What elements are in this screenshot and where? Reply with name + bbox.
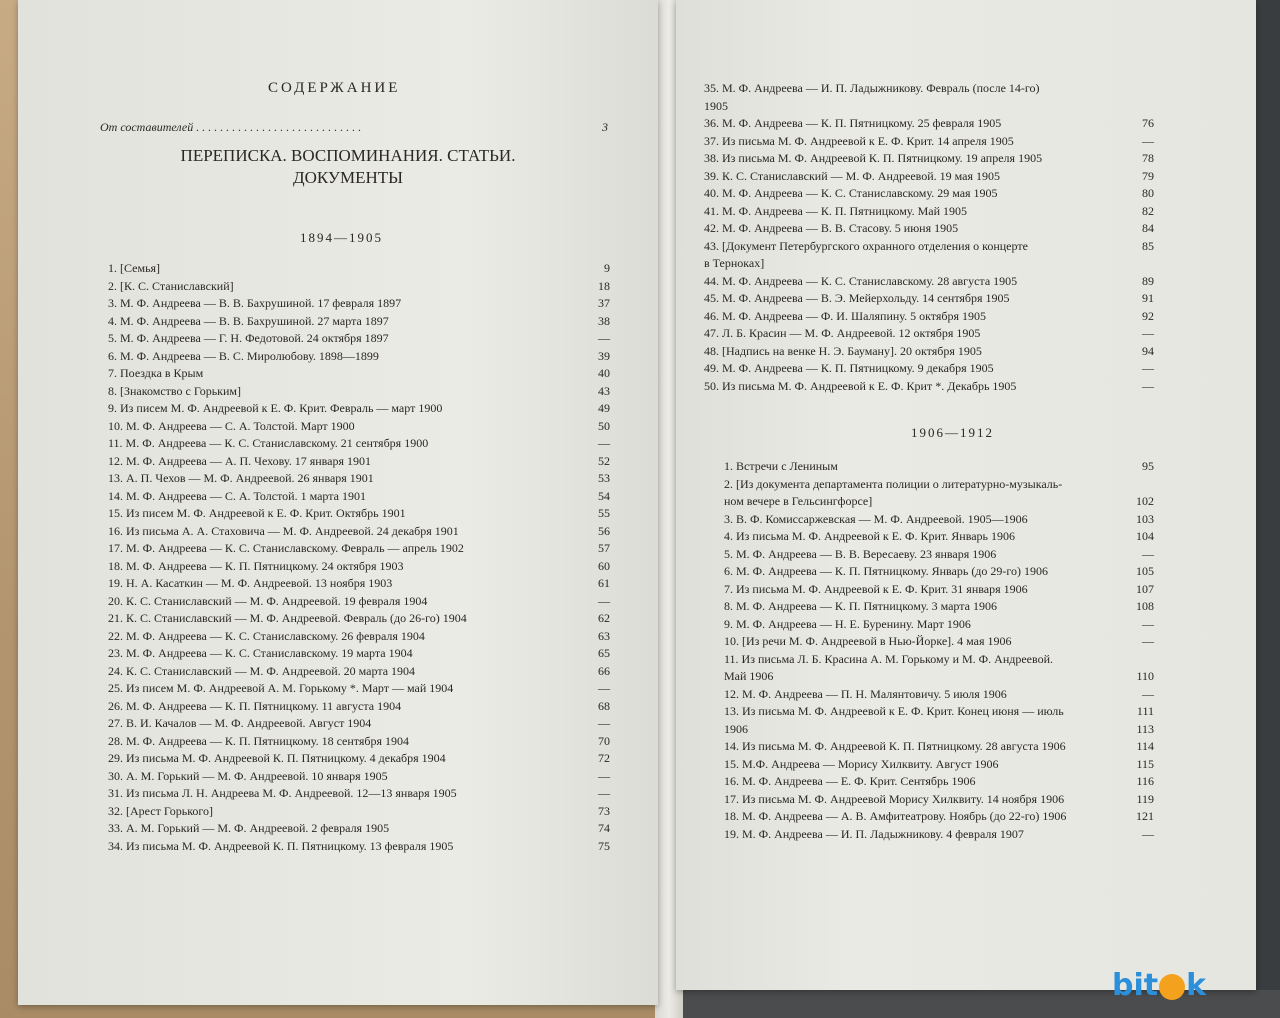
toc-entry (724, 808, 1154, 826)
toc-entry-text: 28. М. Ф. Андреева — К. П. Пятницкому. 18 сентября 1904 (108, 733, 410, 748)
toc-entry (108, 663, 610, 681)
toc-entry-text: 1905 (704, 98, 728, 113)
toc-entry-page: 84 (1142, 221, 1154, 235)
toc-entry-page: 103 (1136, 511, 1154, 526)
preface-label: От составителей . . . . . . . . . . . . . . . . . . . . . . . . . . . . (100, 120, 362, 134)
toc-list-left (108, 260, 610, 855)
toc-entry-text: 7. Поездка в Крым (108, 366, 204, 380)
toc-entry (724, 791, 1154, 809)
toc-entry-text: 43. [Документ Петербургского охранного отделения о концерте (704, 238, 1028, 253)
toc-entry-text: 30. А. М. Горький — М. Ф. Андреевой. 10 января 1905 (108, 768, 388, 783)
toc-entry-page: 53 (598, 471, 610, 485)
toc-entry (108, 610, 610, 628)
toc-entry-page: 60 (598, 558, 610, 573)
toc-entry (724, 563, 1154, 581)
toc-entry (724, 458, 1154, 476)
toc-entry-text: 42. М. Ф. Андреева — В. В. Стасову. 5 июня 1905 (704, 221, 959, 235)
toc-entry-text: 47. Л. Б. Красин — М. Ф. Андреевой. 12 октября 1905 (704, 326, 981, 340)
toc-entry-text: 5. М. Ф. Андреева — Г. Н. Федотовой. 24 октября 1897 (108, 331, 389, 345)
toc-entry-page: 54 (598, 488, 610, 503)
toc-entry-text: 27. В. И. Качалов — М. Ф. Андреевой. Август 1904 (108, 716, 372, 730)
toc-entry (704, 98, 1154, 116)
toc-entry-page: 75 (598, 838, 610, 853)
toc-entry-text: Май 1906 (724, 669, 774, 683)
toc-entry-page: — (1142, 133, 1154, 148)
toc-entry-page: 116 (1136, 774, 1154, 788)
toc-entry-text: 37. Из письма М. Ф. Андреевой к Е. Ф. Крит. 14 апреля 1905 (704, 133, 1014, 148)
toc-entry-page: 56 (598, 523, 610, 538)
toc-entry-text: 17. Из письма М. Ф. Андреевой Морису Хилквиту. 14 ноября 1906 (724, 791, 1065, 806)
toc-entry-text: 20. К. С. Станиславский — М. Ф. Андреевой. 19 февраля 1904 (108, 593, 428, 608)
toc-entry-page: 89 (1142, 273, 1154, 288)
toc-entry-page: 78 (1142, 151, 1154, 165)
toc-entry-text: 12. М. Ф. Андреева — П. Н. Малянтовичу. 5 июля 1906 (724, 686, 1007, 701)
toc-entry-page: 55 (598, 506, 610, 520)
toc-entry-page: 115 (1136, 756, 1154, 771)
preface-page: 3 (602, 120, 608, 134)
toc-entry (724, 616, 1154, 634)
toc-entry-page: — (1142, 326, 1154, 340)
toc-entry-text: в Терноках] (704, 256, 765, 270)
toc-entry-page: — (1142, 361, 1154, 375)
toc-entry (724, 598, 1154, 616)
toc-entry-text: 3. М. Ф. Андреева — В. В. Бахрушиной. 17 февраля 1897 (108, 296, 402, 310)
toc-entry-text: 46. М. Ф. Андреева — Ф. И. Шаляпину. 5 октября 1905 (704, 308, 986, 323)
toc-list-right-bottom (724, 458, 1154, 843)
toc-entry (108, 348, 610, 366)
toc-entry-text: 45. М. Ф. Андреева — В. Э. Мейерхольду. 14 сентября 1905 (704, 291, 1010, 305)
toc-entry-page: 108 (1136, 599, 1154, 613)
toc-entry-page: 92 (1142, 308, 1154, 323)
toc-entry-page: — (598, 786, 610, 800)
toc-entry-text: 4. Из письма М. Ф. Андреевой к Е. Ф. Крит. Январь 1906 (724, 529, 1016, 543)
toc-entry-page: 94 (1142, 343, 1154, 358)
toc-entry-text: 24. К. С. Станиславский — М. Ф. Андреевой. 20 марта 1904 (108, 663, 416, 678)
toc-entry-page: 43 (598, 383, 610, 398)
toc-entry-text: 8. [Знакомство с Горьким] (108, 383, 242, 398)
toc-entry-page: 40 (598, 366, 610, 380)
toc-entry-page: 68 (598, 698, 610, 713)
toc-entry-text: 9. Из писем М. Ф. Андреевой к Е. Ф. Крит. Февраль — март 1900 (108, 401, 443, 415)
toc-entry-text: 29. Из письма М. Ф. Андреевой К. П. Пятницкому. 4 декабря 1904 (108, 751, 446, 765)
toc-entry-page: 104 (1136, 529, 1154, 543)
toc-entry (724, 651, 1154, 669)
toc-entry (108, 278, 610, 296)
toc-entry (108, 733, 610, 751)
toc-entry-text: 1. [Семья] (108, 261, 161, 275)
toc-entry-page: — (1142, 686, 1154, 701)
toc-entry-page: 80 (1142, 186, 1154, 200)
toc-entry (108, 750, 610, 768)
watermark-suffix: k (1186, 968, 1207, 1003)
toc-entry-page: — (1142, 616, 1154, 631)
toc-entry (108, 680, 610, 698)
toc-entry-text: 48. [Надпись на венке Н. Э. Бауману]. 20 октября 1905 (704, 343, 982, 358)
toc-entry (704, 308, 1154, 326)
toc-entry-page: 82 (1142, 203, 1154, 218)
toc-entry-text: 11. М. Ф. Андреева — К. С. Станиславскому. 21 сентября 1900 (108, 436, 429, 450)
toc-entry-page: 74 (598, 821, 610, 835)
toc-entry (724, 773, 1154, 791)
left-page (18, 0, 658, 1005)
toc-entry-text: 41. М. Ф. Андреева — К. П. Пятницкому. Май 1905 (704, 203, 967, 218)
watermark-prefix: bit (1112, 968, 1159, 1003)
section-title-line1: ПЕРЕПИСКА. ВОСПОМИНАНИЯ. СТАТЬИ. (180, 146, 516, 165)
toc-entry (704, 255, 1154, 273)
toc-entry (108, 435, 610, 453)
toc-entry (704, 343, 1154, 361)
toc-entry (704, 273, 1154, 291)
toc-entry-text: 15. Из писем М. Ф. Андреевой к Е. Ф. Крит. Октябрь 1901 (108, 506, 406, 520)
toc-entry-text: 10. [Из речи М. Ф. Андреевой в Нью-Йорке]. 4 мая 1906 (724, 634, 1012, 648)
toc-entry (108, 365, 610, 383)
toc-entry (108, 575, 610, 593)
toc-entry-text: 4. М. Ф. Андреева — В. В. Бахрушиной. 27 марта 1897 (108, 313, 389, 328)
toc-entry-page: 107 (1136, 581, 1154, 596)
toc-entry-page: 49 (598, 401, 610, 415)
preface-entry (100, 120, 608, 136)
toc-entry (704, 185, 1154, 203)
toc-entry-page: 110 (1136, 669, 1154, 683)
toc-entry-page: 70 (598, 733, 610, 748)
toc-entry (108, 803, 610, 821)
toc-entry-page: 113 (1136, 721, 1154, 736)
toc-entry-page: 85 (1142, 238, 1154, 253)
toc-entry-text: 14. Из письма М. Ф. Андреевой К. П. Пятницкому. 28 августа 1906 (724, 739, 1066, 753)
toc-entry-text: 12. М. Ф. Андреева — А. П. Чехову. 17 января 1901 (108, 453, 372, 468)
toc-entry (704, 290, 1154, 308)
toc-entry-text: 3. В. Ф. Комиссаржевская — М. Ф. Андреевой. 1905—1906 (724, 511, 1028, 526)
toc-entry-page: — (598, 436, 610, 450)
toc-entry-page: 18 (598, 278, 610, 293)
toc-entry-page: 121 (1136, 809, 1154, 823)
toc-entry (108, 523, 610, 541)
toc-entry-page: 63 (598, 628, 610, 643)
toc-entry-text: 33. А. М. Горький — М. Ф. Андреевой. 2 февраля 1905 (108, 821, 390, 835)
toc-entry-page: 62 (598, 611, 610, 625)
toc-entry (704, 80, 1154, 98)
toc-entry (108, 330, 610, 348)
toc-entry-page: 79 (1142, 168, 1154, 183)
toc-entry-page: — (598, 681, 610, 695)
toc-entry-text: 14. М. Ф. Андреева — С. А. Толстой. 1 марта 1901 (108, 488, 366, 503)
watermark-logo (1112, 968, 1206, 1003)
toc-entry-text: 5. М. Ф. Андреева — В. В. Вересаеву. 23 января 1906 (724, 546, 997, 561)
toc-entry (724, 721, 1154, 739)
toc-entry (724, 581, 1154, 599)
toc-entry (108, 698, 610, 716)
toc-entry (724, 756, 1154, 774)
toc-entry-page: 39 (598, 348, 610, 363)
toc-entry-page: 73 (598, 803, 610, 818)
toc-entry (704, 115, 1154, 133)
right-page (676, 0, 1256, 990)
toc-entry-page: 102 (1136, 494, 1154, 508)
toc-entry-page: 38 (598, 313, 610, 328)
toc-entry-text: 2. [Из документа департамента полиции о литературно-музыкаль- (724, 476, 1063, 491)
toc-entry-text: 38. Из письма М. Ф. Андреевой К. П. Пятницкому. 19 апреля 1905 (704, 151, 1043, 165)
toc-entry-text: 22. М. Ф. Андреева — К. С. Станиславскому. 26 февраля 1904 (108, 628, 425, 643)
toc-entry (704, 238, 1154, 256)
toc-entry (108, 820, 610, 838)
toc-entry (108, 628, 610, 646)
toc-entry-text: 23. М. Ф. Андреева — К. С. Станиславскому. 19 марта 1904 (108, 646, 413, 660)
toc-entry-page: 52 (598, 453, 610, 468)
toc-entry (724, 826, 1154, 844)
toc-entry-page: 37 (598, 296, 610, 310)
toc-entry (724, 476, 1154, 494)
toc-entry-page: 72 (598, 751, 610, 765)
toc-entry-page: — (598, 716, 610, 730)
toc-entry-text: 18. М. Ф. Андреева — К. П. Пятницкому. 24 октября 1903 (108, 558, 404, 573)
toc-entry-page: 66 (598, 663, 610, 678)
toc-entry-text: 16. М. Ф. Андреева — Е. Ф. Крит. Сентябрь 1906 (724, 774, 976, 788)
period-heading-2: 1906—1912 (911, 425, 994, 440)
toc-entry-text: 44. М. Ф. Андреева — К. С. Станиславскому. 28 августа 1905 (704, 273, 1018, 288)
toc-entry-text: 1906 (724, 721, 748, 736)
toc-entry-page: — (1142, 546, 1154, 561)
toc-entry (108, 838, 610, 856)
section-title (128, 145, 568, 189)
toc-entry-text: 8. М. Ф. Андреева — К. П. Пятницкому. 3 марта 1906 (724, 599, 997, 613)
toc-entry-text: 7. Из письма М. Ф. Андреевой к Е. Ф. Крит. 31 января 1906 (724, 581, 1028, 596)
toc-entry-page: — (1142, 634, 1154, 648)
toc-entry-text: 9. М. Ф. Андреева — Н. Е. Буренину. Март 1906 (724, 616, 971, 631)
toc-entry-text: 31. Из письма Л. Н. Андреева М. Ф. Андреевой. 12—13 января 1905 (108, 786, 457, 800)
toc-list-right-top (704, 80, 1154, 395)
toc-entry-text: 13. Из письма М. Ф. Андреевой к Е. Ф. Крит. Конец июня — июль (724, 704, 1064, 718)
toc-entry-page: 91 (1142, 291, 1154, 305)
toc-entry-text: 16. Из письма А. А. Стаховича — М. Ф. Андреевой. 24 декабря 1901 (108, 523, 459, 538)
toc-entry-text: 11. Из письма Л. Б. Красина А. М. Горькому и М. Ф. Андреевой. (724, 651, 1053, 666)
toc-entry (704, 203, 1154, 221)
toc-entry-page: 76 (1142, 116, 1154, 130)
toc-entry (724, 493, 1154, 511)
toc-entry-page: 95 (1142, 459, 1154, 473)
toc-entry (108, 715, 610, 733)
toc-entry-text: 32. [Арест Горького] (108, 803, 214, 818)
toc-entry-text: 26. М. Ф. Андреева — К. П. Пятницкому. 11 августа 1904 (108, 698, 402, 713)
toc-entry-page: 61 (598, 576, 610, 590)
contents-heading: СОДЕРЖАНИЕ (268, 80, 401, 96)
toc-entry (724, 633, 1154, 651)
toc-entry-page: — (598, 331, 610, 345)
toc-entry (108, 540, 610, 558)
toc-entry-page: 105 (1136, 564, 1154, 578)
toc-entry (724, 703, 1154, 721)
toc-entry-text: 10. М. Ф. Андреева — С. А. Толстой. Март 1900 (108, 418, 355, 433)
toc-entry (108, 383, 610, 401)
toc-entry-text: 2. [К. С. Станиславский] (108, 278, 234, 293)
toc-entry (108, 558, 610, 576)
toc-entry (704, 133, 1154, 151)
toc-entry-text: 19. Н. А. Касаткин — М. Ф. Андреевой. 13 ноября 1903 (108, 576, 393, 590)
toc-entry-text: 36. М. Ф. Андреева — К. П. Пятницкому. 25 февраля 1905 (704, 116, 1002, 130)
watermark-coin-icon (1159, 974, 1185, 1000)
toc-entry-page: 119 (1136, 791, 1154, 806)
toc-entry (724, 546, 1154, 564)
section-title-line2: ДОКУМЕНТЫ (293, 168, 403, 187)
toc-entry-text: 13. А. П. Чехов — М. Ф. Андреевой. 26 января 1901 (108, 471, 374, 485)
toc-entry-page: 111 (1136, 704, 1154, 718)
toc-entry (108, 295, 610, 313)
toc-entry-page: 114 (1136, 739, 1154, 753)
toc-entry-text: 34. Из письма М. Ф. Андреевой К. П. Пятницкому. 13 февраля 1905 (108, 838, 454, 853)
toc-entry (108, 785, 610, 803)
toc-entry (724, 528, 1154, 546)
toc-entry-text: 39. К. С. Станиславский — М. Ф. Андреевой. 19 мая 1905 (704, 168, 1001, 183)
toc-entry-text: 1. Встречи с Лениным (724, 459, 838, 473)
toc-entry-text: 49. М. Ф. Андреева — К. П. Пятницкому. 9 декабря 1905 (704, 361, 994, 375)
toc-entry (108, 260, 610, 278)
toc-entry (108, 505, 610, 523)
toc-entry-page: 65 (598, 646, 610, 660)
toc-entry-text: 15. М.Ф. Андреева — Морису Хилквиту. Август 1906 (724, 756, 999, 771)
toc-entry (108, 453, 610, 471)
toc-entry-text: ном вечере в Гельсингфорсе] (724, 494, 873, 508)
toc-entry-page: 57 (598, 541, 610, 555)
toc-entry-text: 50. Из письма М. Ф. Андреевой к Е. Ф. Крит *. Декабрь 1905 (704, 378, 1017, 393)
toc-entry-page: — (598, 593, 610, 608)
toc-entry-page: — (598, 768, 610, 783)
toc-entry (108, 645, 610, 663)
toc-entry-text: 6. М. Ф. Андреева — К. П. Пятницкому. Январь (до 29-го) 1906 (724, 564, 1049, 578)
toc-entry-page: — (1142, 378, 1154, 393)
toc-entry-text: 18. М. Ф. Андреева — А. В. Амфитеатрову. Ноябрь (до 22-го) 1906 (724, 809, 1067, 823)
toc-entry (724, 511, 1154, 529)
toc-entry-page: 50 (598, 418, 610, 433)
toc-entry (108, 313, 610, 331)
toc-entry-page: 9 (604, 261, 610, 275)
toc-entry (724, 668, 1154, 686)
toc-entry (108, 418, 610, 436)
toc-entry-text: 19. М. Ф. Андреева — И. П. Ладыжникову. 4 февраля 1907 (724, 826, 1024, 841)
toc-entry (724, 686, 1154, 704)
toc-entry (108, 400, 610, 418)
toc-entry-page: — (1142, 826, 1154, 841)
toc-entry-text: 35. М. Ф. Андреева — И. П. Ладыжникову. Февраль (после 14-го) (704, 81, 1040, 95)
toc-entry-text: 6. М. Ф. Андреева — В. С. Миролюбову. 1898—1899 (108, 348, 379, 363)
toc-entry (108, 470, 610, 488)
toc-entry-text: 21. К. С. Станиславский — М. Ф. Андреевой. Февраль (до 26-го) 1904 (108, 611, 467, 625)
toc-entry (704, 360, 1154, 378)
toc-entry (704, 325, 1154, 343)
period-heading: 1894—1905 (300, 230, 383, 245)
toc-entry (724, 738, 1154, 756)
toc-entry (704, 220, 1154, 238)
toc-entry (704, 150, 1154, 168)
toc-entry-text: 17. М. Ф. Андреева — К. С. Станиславскому. Февраль — апрель 1902 (108, 541, 464, 555)
toc-entry (108, 768, 610, 786)
toc-entry (108, 488, 610, 506)
toc-entry (108, 593, 610, 611)
toc-entry (704, 378, 1154, 396)
toc-entry-text: 40. М. Ф. Андреева — К. С. Станиславскому. 29 мая 1905 (704, 186, 998, 200)
toc-entry (704, 168, 1154, 186)
toc-entry-text: 25. Из писем М. Ф. Андреевой А. М. Горькому *. Март — май 1904 (108, 681, 454, 695)
